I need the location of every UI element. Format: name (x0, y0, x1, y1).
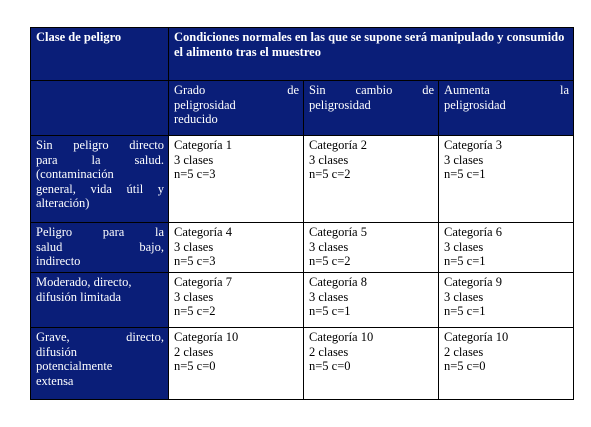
subheader-line: Sin cambio de (309, 83, 434, 97)
category-params: n=5 c=3 (174, 167, 216, 181)
subheader-line: Grado de (174, 83, 299, 97)
category-params: n=5 c=0 (309, 359, 351, 373)
category-name: Categoría 4 (174, 225, 232, 239)
subheader-no-change (304, 81, 439, 136)
category-classes: 3 clases (309, 239, 349, 254)
category-classes: 3 clases (309, 289, 349, 304)
subheader-line: Aumenta la (444, 83, 570, 97)
category-cell (304, 223, 439, 273)
subheader-increase (439, 81, 574, 136)
category-name: Categoría 5 (309, 225, 367, 239)
category-classes: 3 clases (444, 289, 484, 304)
category-name: Categoría 10 (174, 330, 239, 344)
category-name: Categoría 9 (444, 275, 502, 289)
category-name: Categoría 10 (309, 330, 374, 344)
category-classes: 3 clases (174, 152, 214, 167)
category-params: n=5 c=3 (174, 254, 216, 268)
category-name: Categoría 10 (444, 330, 509, 344)
row-label-line: general, vida útil y (36, 181, 164, 196)
row-label-line: Moderado, directo, (36, 275, 132, 289)
table-row (31, 136, 574, 223)
table-row (31, 273, 574, 328)
category-cell (439, 273, 574, 328)
category-cell (439, 223, 574, 273)
category-cell (169, 223, 304, 273)
category-classes: 3 clases (174, 239, 214, 254)
category-cell (439, 136, 574, 223)
category-params: n=5 c=1 (309, 304, 351, 318)
category-name: Categoría 7 (174, 275, 232, 289)
category-name: Categoría 8 (309, 275, 367, 289)
row-label-severe-hazard (31, 328, 169, 400)
row-label-line: alteración) (36, 196, 90, 210)
header-conditions-label: Condiciones normales en las que se supone será manipulado y consumido el alimento tras el muestreo (169, 28, 574, 81)
category-params: n=5 c=0 (444, 359, 486, 373)
row-label-line: Sin peligro directo (36, 138, 164, 152)
category-cell (304, 136, 439, 223)
row-label-low-indirect-hazard (31, 223, 169, 273)
category-cell (304, 273, 439, 328)
row-label-line: para la salud. (36, 152, 164, 167)
category-name: Categoría 1 (174, 138, 232, 152)
row-label-line: potencialmente (36, 359, 113, 373)
subheader-empty-cell (31, 81, 169, 136)
subheader-line: peligrosidad (174, 97, 236, 112)
category-cell (169, 273, 304, 328)
subheader-row (31, 81, 574, 136)
category-params: n=5 c=0 (174, 359, 216, 373)
row-label-line: extensa (36, 373, 74, 388)
row-label-line: (contaminación (36, 167, 114, 181)
row-label-line: salud bajo, (36, 239, 164, 254)
table-row (31, 223, 574, 273)
row-label-line: Peligro para la (36, 225, 164, 239)
header-row (31, 28, 574, 81)
category-name: Categoría 3 (444, 138, 502, 152)
category-classes: 2 clases (444, 344, 484, 359)
category-name: Categoría 2 (309, 138, 367, 152)
category-classes: 3 clases (174, 289, 214, 304)
category-classes: 3 clases (444, 152, 484, 167)
category-cell (169, 136, 304, 223)
table-row (31, 328, 574, 400)
header-class-label: Clase de peligro (31, 28, 169, 81)
subheader-line: reducido (174, 112, 218, 126)
category-params: n=5 c=2 (309, 167, 351, 181)
row-label-line: difusión (36, 344, 77, 359)
category-cell (439, 328, 574, 400)
category-cell (169, 328, 304, 400)
category-classes: 2 clases (309, 344, 349, 359)
row-label-no-direct-hazard (31, 136, 169, 223)
category-params: n=5 c=1 (444, 167, 486, 181)
category-classes: 3 clases (444, 239, 484, 254)
row-label-line: indirecto (36, 254, 81, 268)
subheader-line: peligrosidad (309, 97, 371, 112)
category-params: n=5 c=1 (444, 304, 486, 318)
category-classes: 2 clases (174, 344, 214, 359)
category-cell (304, 328, 439, 400)
row-label-moderate-hazard (31, 273, 169, 328)
category-name: Categoría 6 (444, 225, 502, 239)
subheader-reduced (169, 81, 304, 136)
hazard-category-table (30, 27, 574, 400)
category-params: n=5 c=2 (309, 254, 351, 268)
category-params: n=5 c=2 (174, 304, 216, 318)
category-classes: 3 clases (309, 152, 349, 167)
category-params: n=5 c=1 (444, 254, 486, 268)
subheader-line: peligrosidad (444, 97, 506, 112)
row-label-line: difusión limitada (36, 289, 122, 304)
row-label-line: Grave, directo, (36, 330, 164, 344)
